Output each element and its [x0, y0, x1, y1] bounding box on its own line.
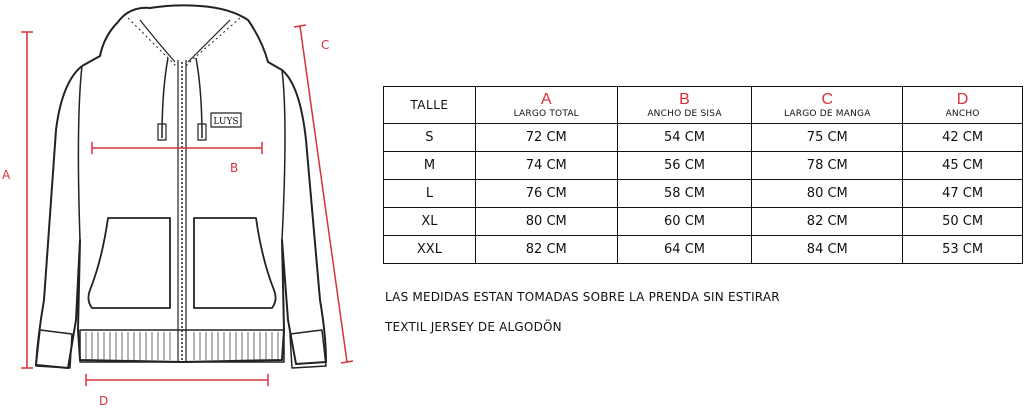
value-cell: 50 CM: [903, 208, 1023, 236]
measure-label-b: B: [230, 161, 239, 175]
column-letter: C: [821, 91, 834, 108]
value-cell: 76 CM: [475, 180, 617, 208]
value-cell: 84 CM: [752, 236, 903, 264]
table-row: [384, 152, 1023, 180]
value-cell: 74 CM: [475, 152, 617, 180]
size-chart-table: [383, 86, 1023, 264]
measure-line-c: [300, 26, 347, 362]
value-cell: 60 CM: [617, 208, 752, 236]
value-cell: 53 CM: [903, 236, 1023, 264]
value-cell: 54 CM: [617, 124, 752, 152]
column-header-b: [617, 87, 752, 124]
value-cell: 82 CM: [475, 236, 617, 264]
column-label: ANCHO: [945, 109, 980, 119]
table-row: [384, 236, 1023, 264]
fabric-note: TEXTIL JERSEY DE ALGODÖN: [385, 320, 562, 334]
table-row: [384, 208, 1023, 236]
column-label: LARGO DE MANGA: [783, 109, 871, 119]
value-cell: 72 CM: [475, 124, 617, 152]
measure-label-d: D: [99, 394, 109, 408]
size-cell: L: [384, 180, 476, 208]
size-cell: XL: [384, 208, 476, 236]
column-letter: A: [540, 91, 552, 108]
value-cell: 80 CM: [752, 180, 903, 208]
talle-header: TALLE: [384, 87, 476, 124]
value-cell: 82 CM: [752, 208, 903, 236]
table-row: [384, 180, 1023, 208]
column-header-a: [475, 87, 617, 124]
value-cell: 56 CM: [617, 152, 752, 180]
value-cell: 78 CM: [752, 152, 903, 180]
value-cell: 42 CM: [903, 124, 1023, 152]
value-cell: 47 CM: [903, 180, 1023, 208]
size-cell: M: [384, 152, 476, 180]
hoodie-drawing: [0, 0, 370, 412]
value-cell: 45 CM: [903, 152, 1023, 180]
value-cell: 64 CM: [617, 236, 752, 264]
measurement-note: LAS MEDIDAS ESTAN TOMADAS SOBRE LA PRENDA SIN ESTIRAR: [385, 290, 780, 304]
hoodie-diagram: [0, 0, 370, 412]
column-label: LARGO TOTAL: [513, 109, 579, 119]
brand-tag-text: LUYS: [213, 117, 239, 127]
value-cell: 75 CM: [752, 124, 903, 152]
value-cell: 80 CM: [475, 208, 617, 236]
column-header-c: [752, 87, 903, 124]
size-cell: XXL: [384, 236, 476, 264]
column-letter: B: [679, 91, 690, 108]
table-header-row: [384, 87, 1023, 124]
column-letter: D: [956, 91, 969, 108]
column-header-d: [903, 87, 1023, 124]
size-cell: S: [384, 124, 476, 152]
column-label: ANCHO DE SISA: [647, 109, 722, 119]
value-cell: 58 CM: [617, 180, 752, 208]
table-row: [384, 124, 1023, 152]
measure-label-a: A: [2, 168, 11, 182]
measure-label-c: C: [321, 38, 330, 52]
